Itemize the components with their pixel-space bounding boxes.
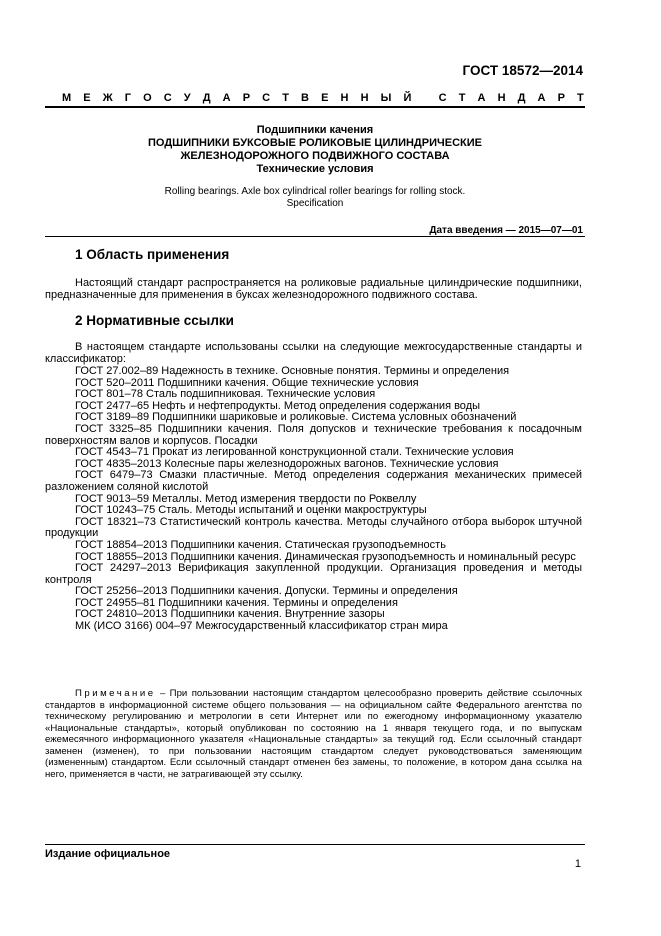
reference-item: ГОСТ 2477–65 Нефть и нефтепродукты. Метод определения содержания воды [75, 399, 481, 412]
banner-letter: Р [557, 92, 565, 104]
title-en-line-2: Specification [286, 198, 344, 209]
banner-letter: В [301, 92, 309, 104]
banner-letter: Н [360, 92, 369, 104]
banner-letter: У [183, 92, 191, 104]
reference-item: ГОСТ 3325–85 Подшипники качения. Поля допусков и технические требования к посадочным поверхностям валов и корпусов. Посадки [45, 422, 582, 447]
date-rule [45, 236, 585, 237]
banner-rule [45, 106, 585, 108]
reference-item: ГОСТ 3189–89 Подшипники шариковые и роликовые. Система условных обозначений [75, 411, 517, 424]
section-1-text: Настоящий стандарт распространяется на роликовые радиальные цилиндрические подшипники, предназначенные для применения в буксах железнодорожного подвижного состава. [45, 277, 582, 302]
reference-item: ГОСТ 520–2011 Подшипники качения. Общие технические условия [75, 376, 419, 389]
title-line-2: ЖЕЛЕЗНОДОРОЖНОГО ПОДВИЖНОГО СОСТАВА [180, 150, 450, 162]
note [45, 688, 582, 780]
reference-item: ГОСТ 18854–2013 Подшипники качения. Статическая грузоподъемность [75, 538, 446, 551]
reference-item: ГОСТ 18321–73 Статистический контроль качества. Методы случайного отбора выборок штучной продукции [45, 515, 582, 540]
title-en-line-1: Rolling bearings. Axle box cylindrical roller bearings for rolling stock. [164, 186, 466, 197]
note-label: Примечание [75, 688, 156, 699]
section-1-heading: 1 Область применения [75, 247, 230, 262]
banner-letter: А [537, 92, 546, 104]
note-text: – При пользовании настоящим стандартом целесообразно проверить действие ссылочных стандартов в информационной системе общего пользования — на официальном сайте Федерального агентства по техническому регулированию и метрологии в сети Интернет или по ежегодному информационному указателю «Национальные стандарты», который опубликован по состоянию на 1 января текущего года, и по выпускам ежемесячного информационного указателя «Национальные стандарты» за текущий год. Если ссылочный стандарт заменен (изменен), то при пользовании настоящим стандартом следует руководствоваться заменяющим (измененным) стандартом. Если ссылочный стандарт отменен без замены, то положение, в котором дана ссылка на него, применяется в части, не затрагивающей эту ссылку. [45, 688, 582, 780]
title-line-1: ПОДШИПНИКИ БУКСОВЫЕ РОЛИКОВЫЕ ЦИЛИНДРИЧЕСКИЕ [148, 137, 482, 149]
banner-letter: Е [321, 92, 329, 104]
banner-letter: М [62, 92, 72, 104]
reference-item: ГОСТ 4835–2013 Колесные пары железнодорожных вагонов. Технические условия [75, 457, 499, 470]
banner-letter: А [477, 92, 486, 104]
reference-item: ГОСТ 27.002–89 Надежность в технике. Основные понятия. Термины и определения [75, 365, 510, 377]
banner-letter: Й [403, 92, 412, 104]
title-english [45, 186, 585, 210]
reference-item: ГОСТ 25256–2013 Подшипники качения. Допуски. Термины и определения [75, 585, 458, 598]
banner-letter: А [222, 92, 231, 104]
title-subject: Подшипники качения [256, 124, 374, 136]
reference-item: ГОСТ 801–78 Сталь подшипниковая. Технические условия [75, 388, 376, 401]
banner-letter [423, 92, 426, 104]
document-number: ГОСТ 18572—2014 [462, 63, 583, 78]
footer-rule [45, 844, 585, 845]
edition-label: Издание официальное [45, 848, 171, 860]
reference-list [45, 366, 582, 633]
reference-item: ГОСТ 10243–75 Сталь. Методы испытаний и оценки макроструктуры [75, 504, 427, 517]
reference-item: ГОСТ 6479–73 Смазки пластичные. Метод определения содержания механических примесей разложением соляной кислотой [45, 469, 582, 493]
page-number: 1 [574, 858, 581, 870]
banner-letter: О [143, 92, 152, 104]
banner-letter: С [438, 92, 447, 104]
banner-letter: Д [517, 92, 526, 104]
banner-letter: Н [497, 92, 506, 104]
banner-letter: Н [340, 92, 349, 104]
banner-letter: С [262, 92, 271, 104]
banner-letter: Ж [102, 92, 113, 104]
banner-letter: Е [83, 92, 91, 104]
title-russian [45, 137, 585, 163]
reference-item: ГОСТ 24297–2013 Верификация закупленной продукции. Организация проведения и методы контроля [45, 562, 582, 586]
reference-item: МК (ИСО 3166) 004–97 Межгосударственный классификатор стран мира [75, 620, 448, 633]
introduction-date: Дата введения — 2015—07—01 [429, 225, 583, 236]
banner-letter: С [163, 92, 172, 104]
banner-letter: Р [242, 92, 251, 104]
banner-letter: Д [202, 92, 211, 104]
section-2-heading: 2 Нормативные ссылки [75, 313, 234, 328]
reference-item: ГОСТ 24810–2013 Подшипники качения. Внутренние зазоры [75, 608, 385, 621]
banner-letter: Ы [380, 92, 392, 104]
banner-letter: Т [458, 92, 466, 104]
banner-letter: Г [124, 92, 131, 104]
reference-item: ГОСТ 9013–59 Металлы. Метод измерения твердости по Роквеллу [75, 492, 417, 505]
banner-letter: Т [577, 92, 584, 104]
reference-item: ГОСТ 18855–2013 Подшипники качения. Динамическая грузоподъемность и номинальный ресурс [75, 550, 576, 563]
title-specification: Технические условия [256, 163, 374, 175]
banner-letter: Т [282, 92, 289, 104]
section-2-intro: В настоящем стандарте использованы ссылки на следующие межгосударственные стандарты и классификатор: [45, 341, 582, 366]
reference-item: ГОСТ 4543–71 Прокат из легированной конструкционной стали. Технические условия [75, 446, 514, 459]
reference-item: ГОСТ 24955–81 Подшипники качения. Термины и определения [75, 596, 398, 609]
standard-banner [62, 92, 584, 104]
